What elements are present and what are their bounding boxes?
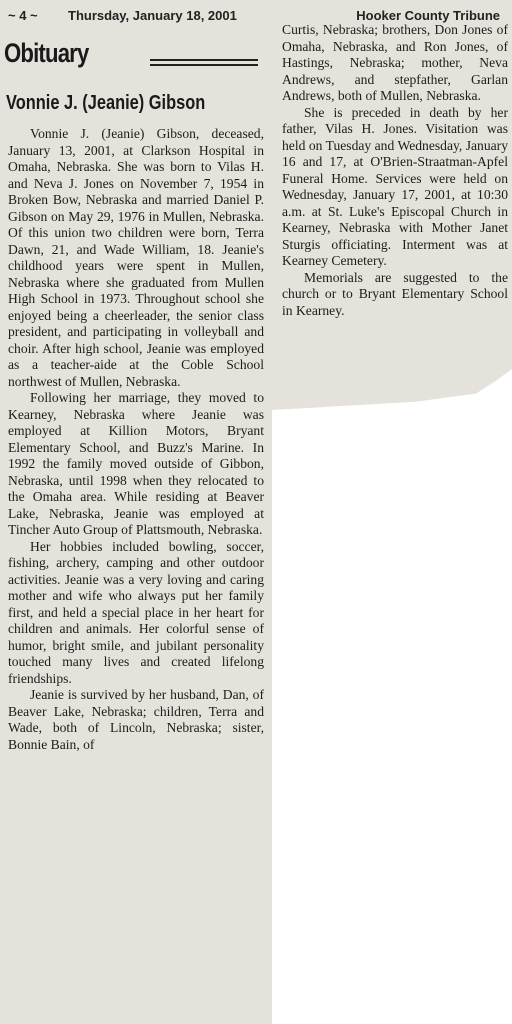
paragraph: She is preceded in death by her father, Vilas H. Jones. Visitation was held on Tuesday and Wednesday, January 16 and 17, at O'Brien-Straatman-Apfel Funeral Home. Services were held on Wednesday, January 17, 2001, at 10:30 a.m. at St. Luke's Episcopal Church in Kearney, Nebraska with Mother Janet Sturgis officiating. Interment was at Kearney Cemetery. <box>282 104 508 268</box>
title-rule-bottom <box>150 64 258 66</box>
paragraph: Memorials are suggested to the church or to Bryant Elementary School in Kearney. <box>282 269 508 318</box>
paragraph: Following her marriage, they moved to Kearney, Nebraska where Jeanie was employed at Killion Motors, Bryant Elementary School, and Buzz's Marine. In 1992 the family moved outside of Gibbon, Nebraska, until 1998 when they relocated to the Omaha area. While residing at Beaver Lake, Nebraska, Jeanie was employed at Tincher Auto Group of Plattsmouth, Nebraska. <box>8 390 264 537</box>
section-title: Obituary <box>4 38 89 68</box>
paragraph: Curtis, Nebraska; brothers, Don Jones of Omaha, Nebraska, and Ron Jones, of Hastings, Nebraska; mother, Neva Andrews, and stepfather, Garlan Andrews, both of Mullen, Nebraska. <box>282 22 508 103</box>
left-column <box>8 126 264 753</box>
paragraph: Her hobbies included bowling, soccer, fishing, archery, camping and other outdoor activities. Jeanie was a very loving and caring mother and wife who always put her family first, and held a special place in her heart for children and animals. Her colorful sense of humor, bright smile, and jubilant personality touched many lives and created lifelong friendships. <box>8 538 264 686</box>
paragraph: Jeanie is survived by her husband, Dan, of Beaver Lake, Nebraska; children, Terra and Wade, both of Lincoln, Nebraska; sister, Bonnie Bain, of <box>8 687 264 752</box>
right-column <box>282 22 508 319</box>
newspaper-name: Hooker County Tribune <box>356 8 500 23</box>
issue-date: Thursday, January 18, 2001 <box>68 8 237 23</box>
obituary-headline: Vonnie J. (Jeanie) Gibson <box>6 92 206 114</box>
page-number: ~ 4 ~ <box>8 8 38 23</box>
paragraph: Vonnie J. (Jeanie) Gibson, deceased, January 13, 2001, at Clarkson Hospital in Omaha, Nebraska. She was born to Vilas H. and Neva J. Jones on November 7, 1954 in Broken Bow, Nebraska and married Daniel P. Gibson on May 29, 1976 in Mullen, Nebraska. Of this union two children were born, Terra Dawn, 21, and Wade William, 18. Jeanie's childhood years were spent in Mullen, Nebraska where she graduated from Mullen High School in 1973. Throughout school she enjoyed being a cheerleader, the senior class president, and participating in volleyball and choir. After high school, Jeanie was employed as a teacher-aide at the Coble School northwest of Mullen, Nebraska. <box>8 126 264 389</box>
title-rule-top <box>150 59 258 61</box>
